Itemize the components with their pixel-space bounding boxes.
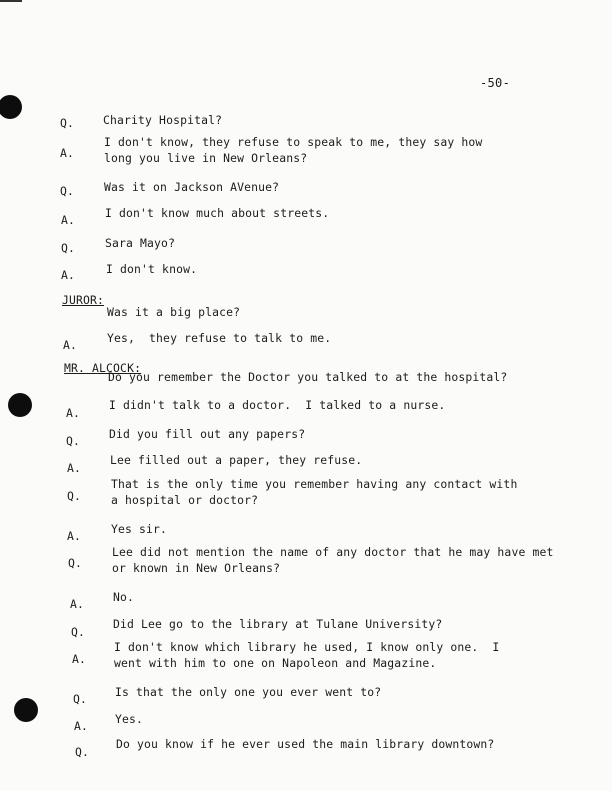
punch-hole-bottom [14, 698, 38, 722]
transcript-line: I don't know which library he used, I know only one. I [114, 640, 500, 654]
transcript-line: I didn't talk to a doctor. I talked to a nurse. [109, 398, 446, 412]
transcript-line: Q. [66, 434, 81, 448]
transcript-line: A. [67, 529, 82, 543]
transcript-line: Q. [68, 556, 83, 570]
punch-hole-middle [8, 393, 32, 417]
transcript-line: A. [66, 406, 81, 420]
transcript-line: Q. [73, 692, 88, 706]
speaker-label: MR. ALCOCK: [64, 361, 142, 375]
transcript-line: long you live in New Orleans? [104, 151, 308, 165]
transcript-line: Did Lee go to the library at Tulane University? [113, 617, 443, 631]
transcript-line: A. [63, 338, 78, 352]
page-number: -50- [480, 76, 511, 90]
transcript-line: Q. [67, 489, 82, 503]
transcript-line: A. [70, 597, 85, 611]
transcript-line: Q. [60, 116, 75, 130]
transcript-line: Yes. [115, 712, 144, 726]
transcript-line: I don't know much about streets. [105, 206, 330, 220]
transcript-line: A. [60, 146, 75, 160]
transcript-line: I don't know, they refuse to speak to me, they say how [104, 135, 483, 149]
transcript-line: Did you fill out any papers? [109, 427, 306, 441]
transcript-line: Sara Mayo? [105, 236, 176, 250]
corner-mark [0, 0, 22, 2]
transcript-line: A. [61, 213, 76, 227]
transcript-line: A. [74, 719, 89, 733]
transcript-line: Q. [75, 745, 90, 759]
transcript-line: went with him to one on Napoleon and Magazine. [114, 656, 437, 670]
transcript-line: A. [67, 461, 82, 475]
transcript-line: Q. [60, 184, 75, 198]
transcript-line: Was it on Jackson AVenue? [104, 180, 280, 194]
speaker-label: JUROR: [62, 293, 105, 307]
transcript-line: Was it a big place? [107, 305, 241, 319]
transcript-line: Do you know if he ever used the main library downtown? [116, 737, 495, 751]
transcript-line: Yes sir. [111, 522, 168, 536]
transcript-line: That is the only time you remember having any contact with [111, 477, 518, 491]
transcript-line: or known in New Orleans? [112, 561, 281, 575]
transcript-line: A. [61, 268, 76, 282]
transcript-line: Lee filled out a paper, they refuse. [110, 453, 363, 467]
transcript-line: Lee did not mention the name of any doctor that he may have met [112, 545, 554, 559]
transcript-line: Q. [61, 241, 76, 255]
transcript-line: No. [113, 590, 135, 604]
transcript-line: I don't know. [106, 262, 198, 276]
transcript-line: Charity Hospital? [103, 113, 223, 127]
transcript-line: Q. [71, 625, 86, 639]
transcript-line: Yes, they refuse to talk to me. [107, 331, 332, 345]
punch-hole-top [0, 95, 22, 119]
transcript-line: Is that the only one you ever went to? [115, 685, 382, 699]
transcript-line: A. [72, 652, 87, 666]
transcript-line: a hospital or doctor? [111, 493, 259, 507]
transcript-line: Do you remember the Doctor you talked to at the hospital? [108, 370, 508, 384]
